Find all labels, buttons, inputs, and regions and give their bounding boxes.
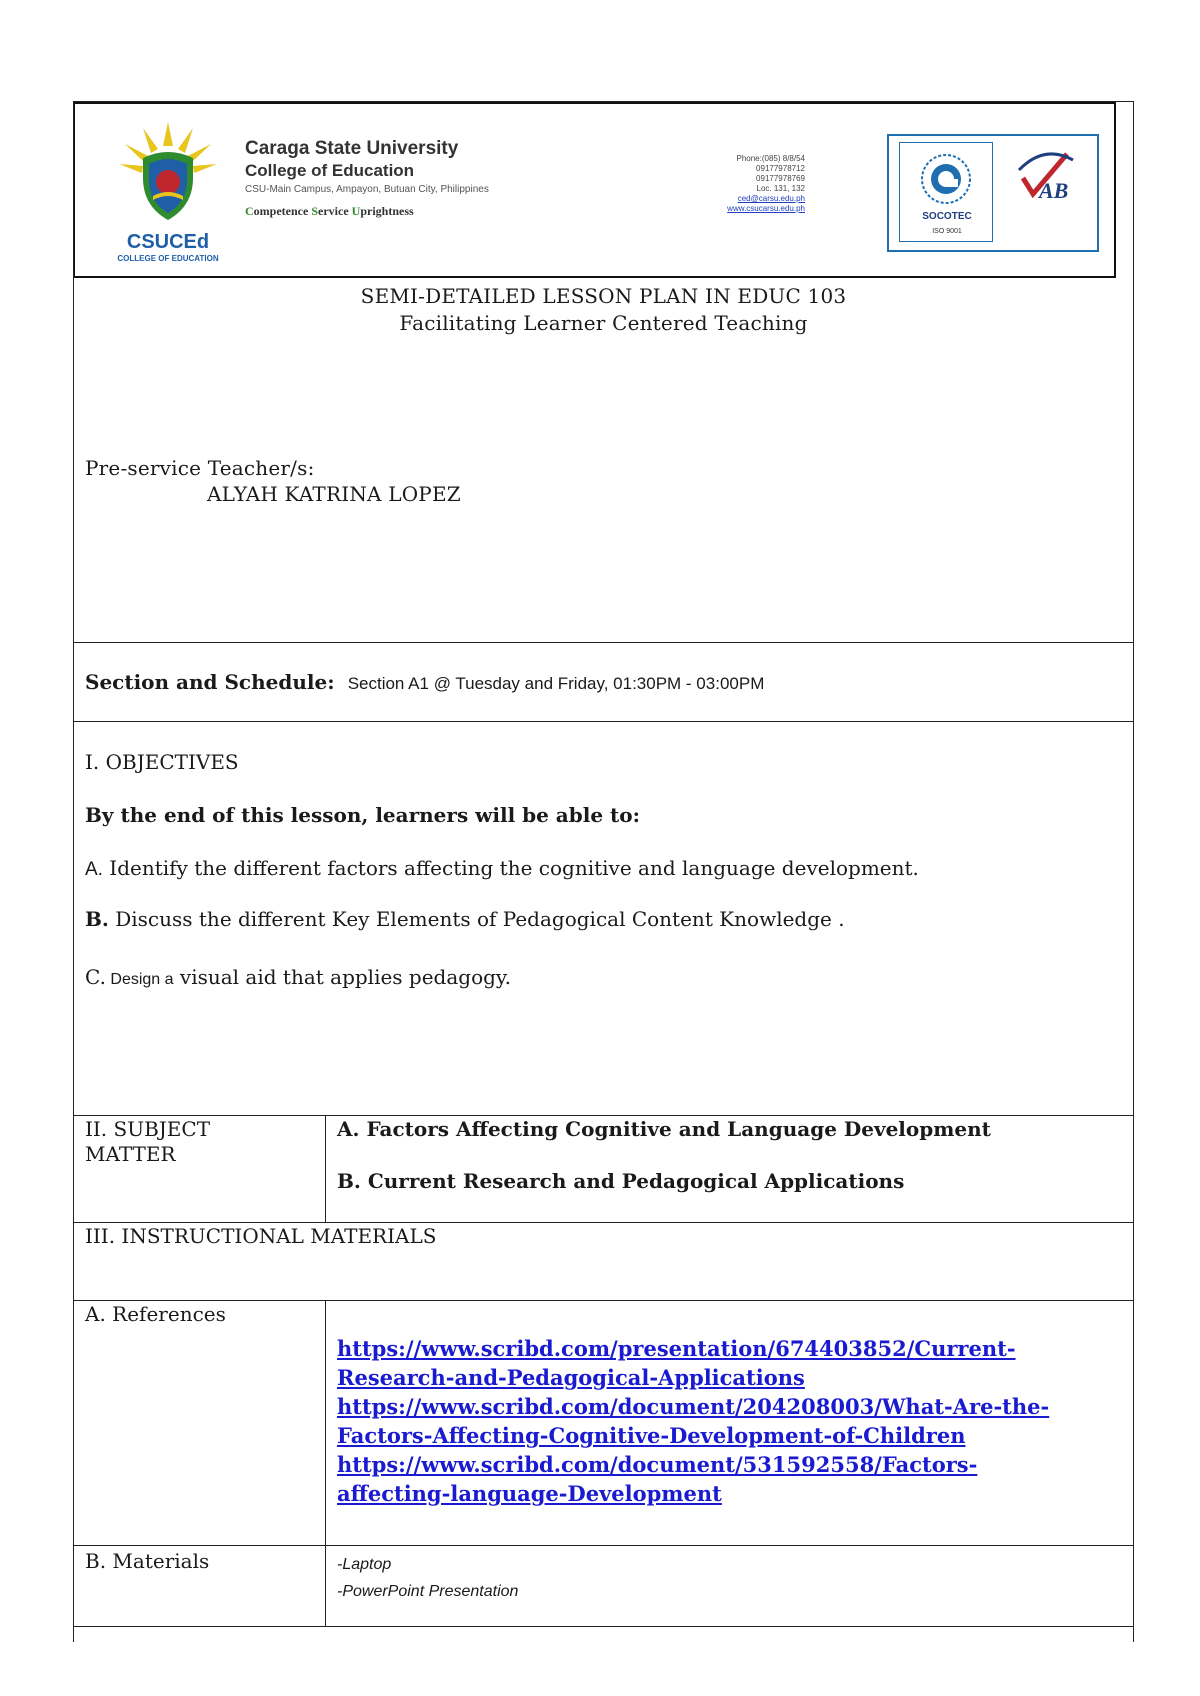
jab-label: AB <box>1039 178 1069 203</box>
contact-phone: Phone:(085) 8/8/54 <box>736 154 805 163</box>
objectives-heading: I. OBJECTIVES <box>85 750 239 774</box>
reference-link[interactable] <box>337 1450 1117 1508</box>
contact-line3: 09177978769 <box>756 174 805 183</box>
motto-initial: C <box>245 204 254 218</box>
socotec-ring-icon <box>916 151 976 207</box>
row-divider <box>73 1222 1134 1223</box>
reference-link[interactable] <box>337 1334 1117 1392</box>
schedule-label: Section and Schedule: <box>85 670 335 694</box>
sunburst-shield-icon <box>113 116 223 231</box>
references-list <box>337 1334 1117 1508</box>
row-divider <box>73 642 1134 643</box>
column-divider <box>325 1300 326 1626</box>
lesson-plan-subtitle: Facilitating Learner Centered Teaching <box>399 311 808 335</box>
contact-local: Loc. 131, 132 <box>756 184 805 193</box>
motto-initial: U <box>351 204 361 218</box>
motto-word: prightness <box>360 204 414 218</box>
objective-letter: C. <box>85 965 106 989</box>
objective-item-a <box>85 856 919 881</box>
reference-link-line: https://www.scribd.com/document/204208003/What-Are-the- <box>337 1394 1050 1419</box>
reference-link-line: Research-and-Pedagogical-Applications <box>337 1365 805 1390</box>
row-divider <box>73 1545 1134 1546</box>
reference-link-line: Factors-Affecting-Cognitive-Development-of-Children <box>337 1423 966 1448</box>
university-header-banner <box>73 102 1116 278</box>
socotec-iso: ISO 9001 <box>932 228 962 235</box>
logo-text: CSUCEd <box>126 231 210 253</box>
certification-panel <box>887 134 1099 252</box>
subject-matter-heading: II. SUBJECT MATTER <box>85 1117 211 1166</box>
row-divider <box>73 1300 1134 1301</box>
contact-email[interactable]: ced@carsu.edu.ph <box>737 194 805 203</box>
table-top-border <box>73 101 1134 102</box>
column-divider <box>325 1115 326 1222</box>
reference-link-line: https://www.scribd.com/document/531592558/Factors- <box>337 1452 978 1477</box>
contact-line2: 09177978712 <box>756 164 805 173</box>
objective-letter: B. <box>85 907 109 931</box>
schedule-value: Section A1 @ Tuesday and Friday, 01:30PM - 03:00PM <box>347 674 765 693</box>
contact-web[interactable]: www.csucarsu.edu.ph <box>727 204 805 213</box>
objective-item-b <box>85 907 845 931</box>
motto-initial: S <box>311 204 319 218</box>
objective-letter: A. <box>85 859 103 880</box>
objective-design-word: Design a <box>105 971 174 988</box>
university-motto <box>245 204 414 219</box>
subject-item-b: B. Current Research and Pedagogical Applications <box>337 1169 905 1193</box>
lesson-plan-title: SEMI-DETAILED LESSON PLAN IN EDUC 103 <box>360 284 847 308</box>
teacher-name: ALYAH KATRINA LOPEZ <box>207 482 461 506</box>
motto-word: ompetence <box>253 204 312 218</box>
schedule-row <box>85 670 764 694</box>
objective-text: visual aid that applies pedagogy. <box>173 965 511 989</box>
motto-word: ervice <box>318 204 352 218</box>
csu-ced-logo <box>113 116 223 266</box>
subject-item-a: A. Factors Affecting Cognitive and Language Development <box>337 1117 991 1141</box>
instructional-materials-heading: III. INSTRUCTIONAL MATERIALS <box>85 1224 437 1248</box>
socotec-label: SOCOTEC <box>922 211 972 222</box>
row-divider <box>73 1115 1134 1116</box>
logo-subtext: COLLEGE OF EDUCATION <box>117 254 219 263</box>
materials-item-powerpoint: -PowerPoint Presentation <box>337 1583 519 1600</box>
row-divider <box>73 721 1134 722</box>
table-bottom-border <box>73 1626 1134 1627</box>
university-name: Caraga State University <box>245 138 459 159</box>
materials-item-laptop: -Laptop <box>337 1556 392 1573</box>
reference-link-line: affecting-language-Development <box>337 1481 722 1506</box>
reference-link-line: https://www.scribd.com/presentation/674403852/Current- <box>337 1336 1016 1361</box>
objectives-intro: By the end of this lesson, learners will be able to: <box>85 803 640 827</box>
reference-link[interactable] <box>337 1392 1117 1450</box>
socotec-cert <box>899 142 993 242</box>
contact-info <box>695 154 805 214</box>
college-name: College of Education <box>245 161 415 180</box>
objective-text: Discuss the different Key Elements of Pedagogical Content Knowledge . <box>108 907 845 931</box>
objective-item-c <box>85 965 511 989</box>
references-label: A. References <box>85 1302 226 1326</box>
objective-text: Identify the different factors affecting the cognitive and language development. <box>102 856 919 880</box>
teacher-label: Pre-service Teacher/s: <box>85 456 315 480</box>
university-address: CSU-Main Campus, Ampayon, Butuan City, Philippines <box>245 184 489 195</box>
materials-label: B. Materials <box>85 1549 210 1573</box>
